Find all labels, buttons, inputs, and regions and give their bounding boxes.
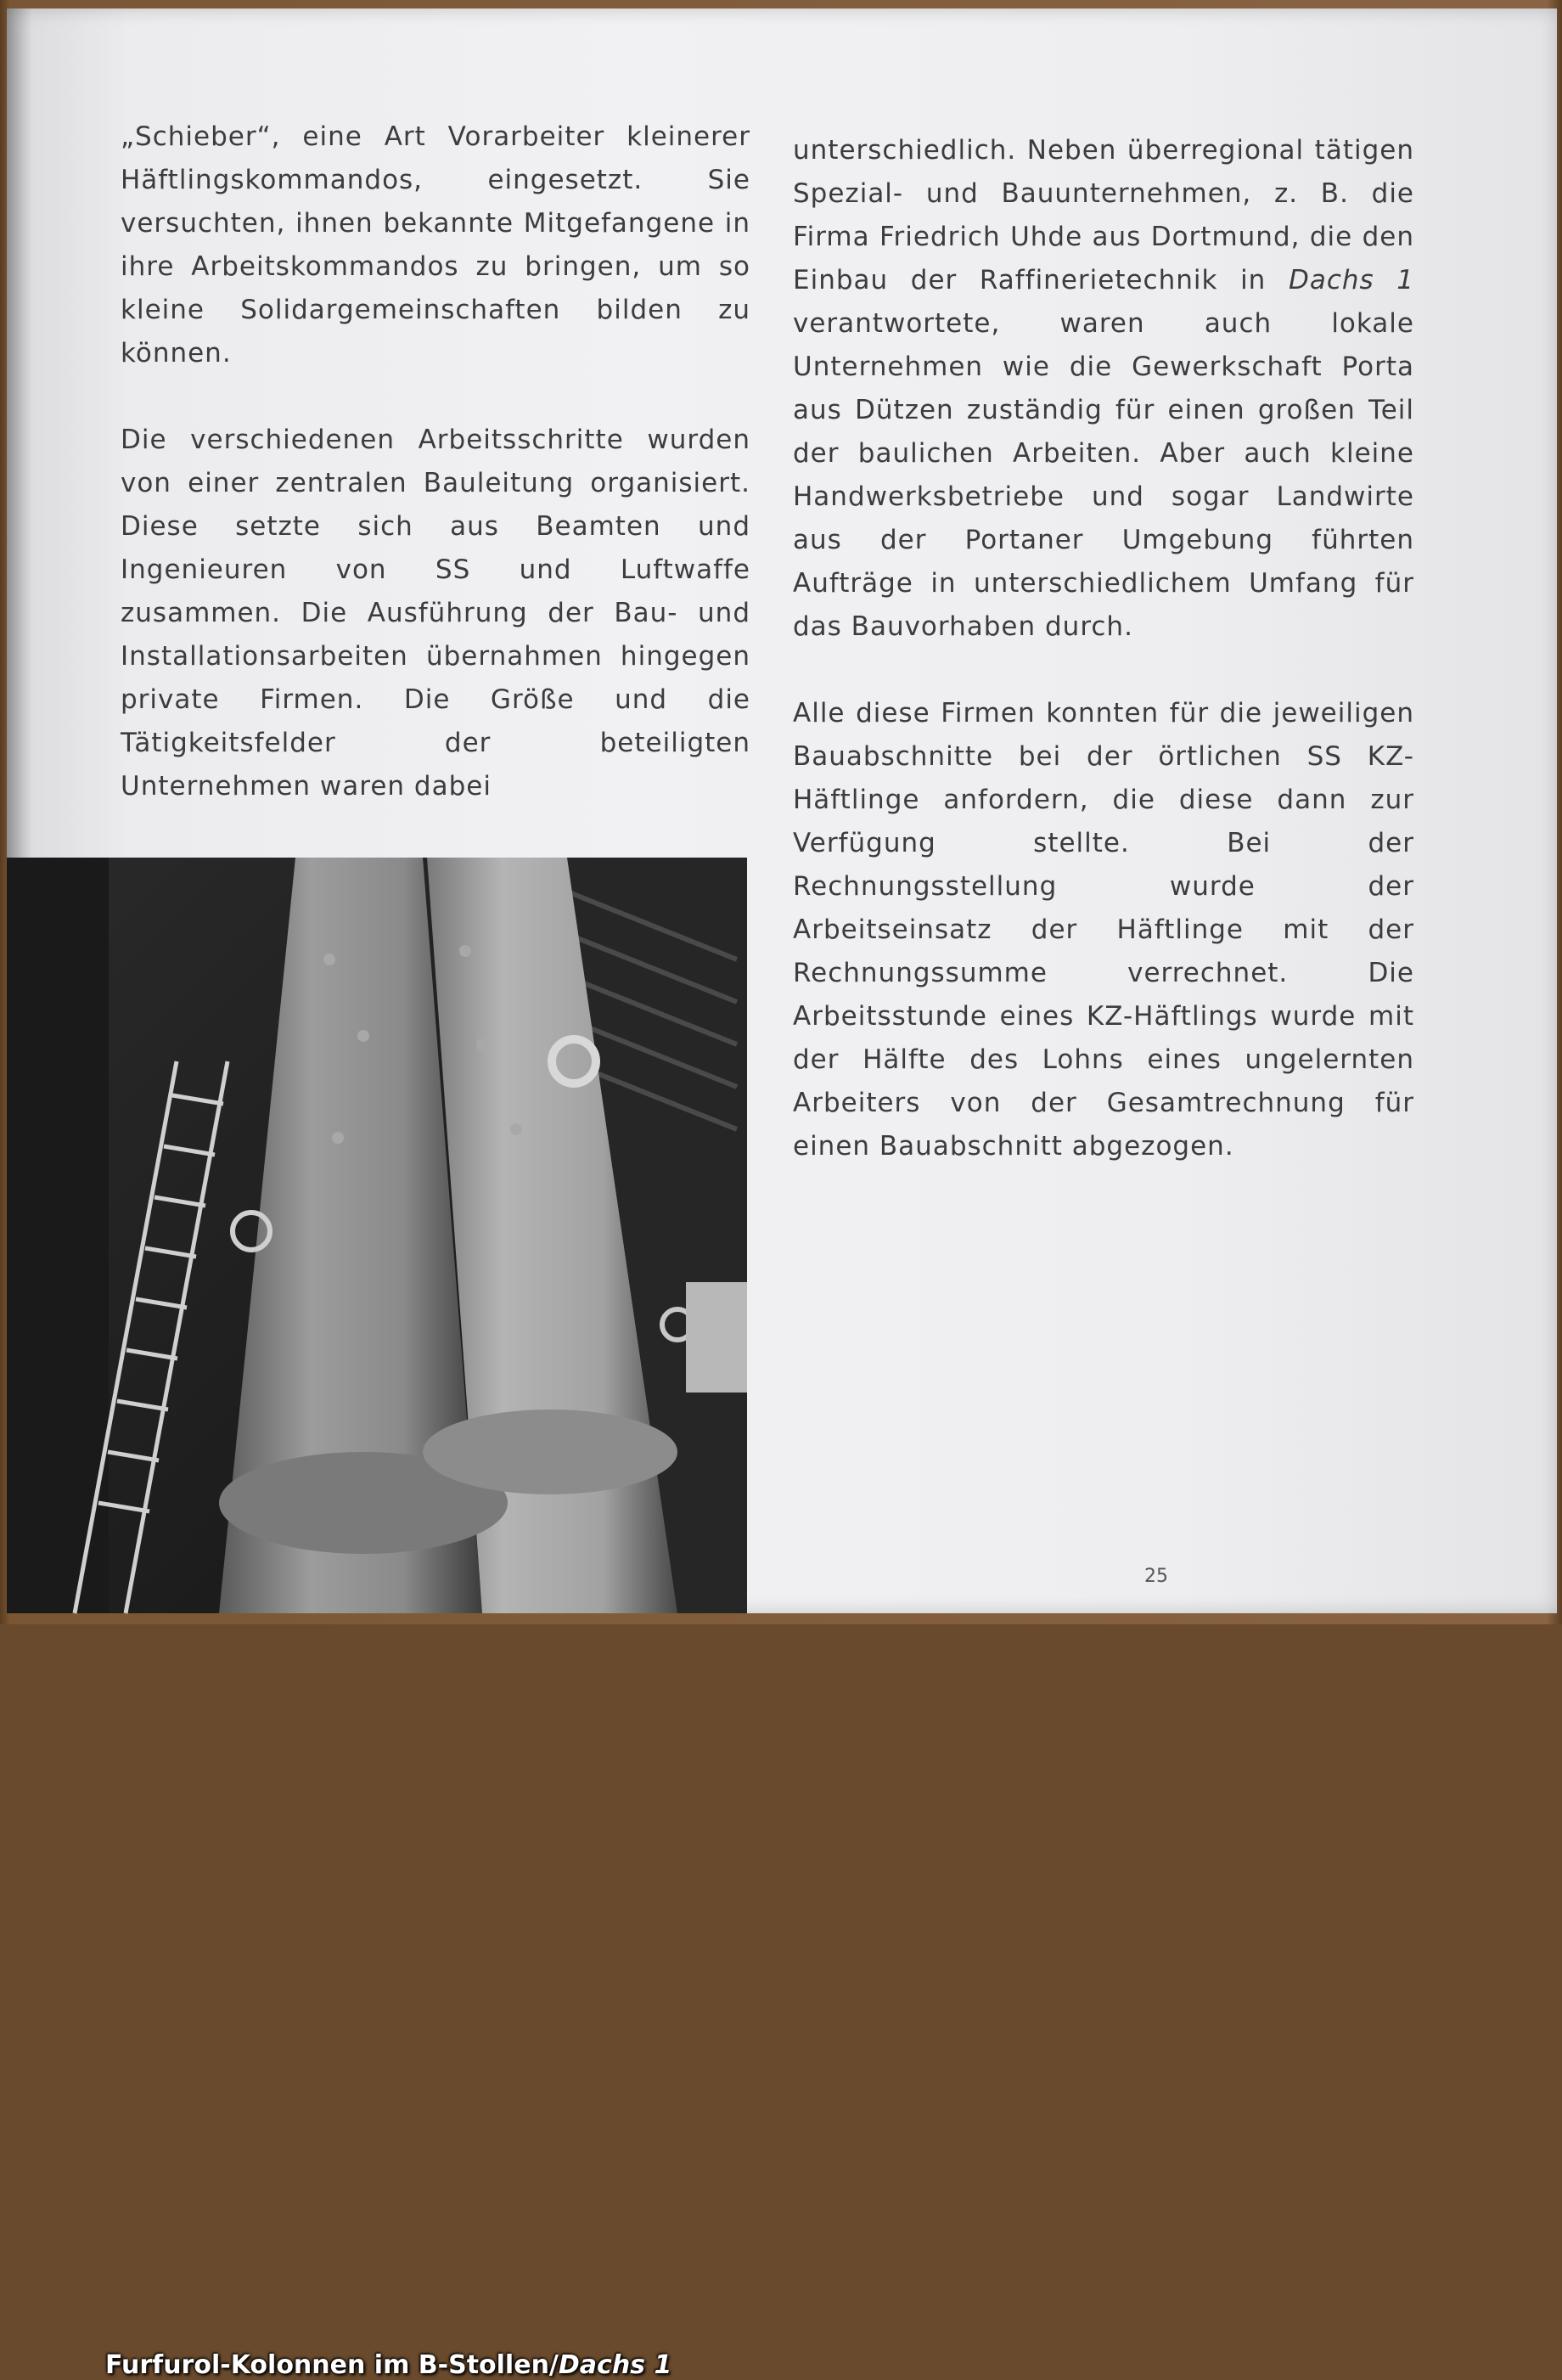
photo-caption-italic: Dachs 1 [558, 2350, 672, 2380]
right-paragraph-2: Alle diese Firmen konnten für die jeweiligen Bauabschnitte bei der örtlichen SS KZ-Häftlinge anfordern, die diese dann zur Verfügung stellte. Bei der Rechnungsstellung wurde der Arbeitseinsatz der Häftlinge mit der Rechnungssumme verrechnet. Die Arbeitsstunde eines KZ-Häftlings wurde mit der Hälfte des Lohns eines ungelernten Arbeiters von der Gesamtrechnung für einen Bauabschnitt abgezogen. [793, 698, 1414, 1162]
photo-illustration [7, 858, 747, 1613]
photo-caption [105, 2350, 671, 2380]
page-number: 25 [1144, 1566, 1168, 1587]
right-paragraph-1-end: verantwortete, waren auch lokale Unternehmen wie die Gewerkschaft Porta aus Dützen zuständig für einen großen Teil der baulichen Arbeiten. Aber auch kleine Handwerksbetriebe und sogar Landwirte aus der Portaner Umgebung führten Aufträge in unterschiedlichem Umfang für das Bauvorhaben durch. [793, 308, 1414, 642]
historical-photo [7, 858, 747, 2380]
left-paragraph-1: „Schieber“, eine Art Vorarbeiter kleinerer Häftlingskommandos, eingesetzt. Sie versuchten, ihnen bekannte Mitgefangene in ihre Arbeitskommandos zu bringen, um so kleine Solidargemeinschaften bilden zu können. [121, 121, 750, 369]
photo-caption-main: Furfurol-Kolonnen im B-Stollen/ [105, 2350, 559, 2380]
right-paragraph-1 [793, 129, 1414, 649]
left-paragraph-2: Die verschiedenen Arbeitsschritte wurden von einer zentralen Bauleitung organisiert. Diese setzte sich aus Beamten und Ingenieuren von SS und Luftwaffe zusammen. Die Ausführung der Bau- und Installationsarbeiten übernahmen hingegen private Firmen. Die Größe und die Tätigkeitsfelder der beteiligten Unternehmen waren dabei [121, 425, 750, 802]
left-text-column [121, 115, 750, 808]
right-paragraph-1-start: unterschiedlich. Neben überregional tätigen Spezial- und Bauunternehmen, z. B. die Firma Friedrich Uhde aus Dortmund, die den Einbau der Raffinerietechnik in [793, 135, 1414, 295]
book-page [7, 8, 1557, 2380]
right-text-column [793, 129, 1414, 1168]
right-paragraph-1-italic: Dachs 1 [1288, 265, 1415, 295]
